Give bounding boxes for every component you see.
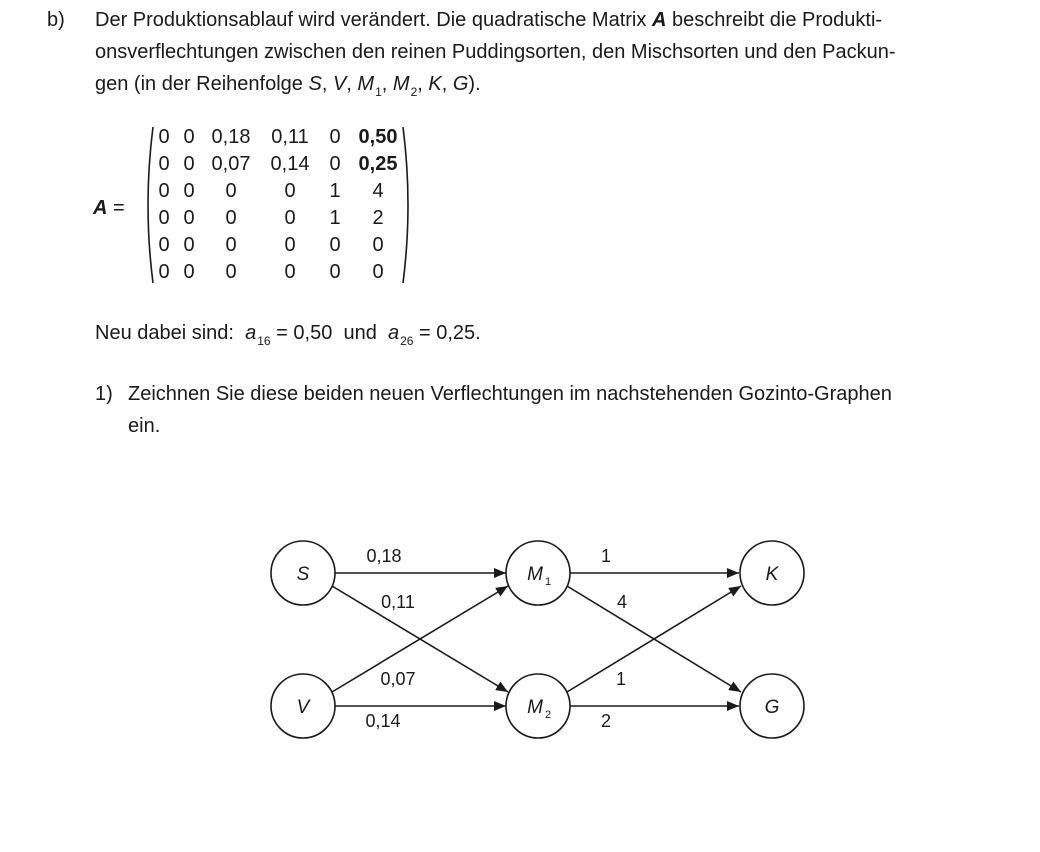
matrix-cell: 0 <box>225 261 237 283</box>
matrix-cell: 0 <box>284 207 296 229</box>
edge-label-v-m1: 0,07 <box>380 669 416 689</box>
a16-value: = 0,50 <box>276 322 333 344</box>
matrix-cell: 0 <box>329 153 341 175</box>
node-v <box>271 674 335 738</box>
matrix-cell: 0 <box>183 153 195 175</box>
und-text: und <box>343 322 377 344</box>
matrix-cell: 0 <box>183 261 195 283</box>
matrix-cell: 0 <box>158 126 170 148</box>
order-sub: 2 <box>410 85 418 99</box>
part-label: b) <box>47 9 65 31</box>
edge-label-s-m1: 0,18 <box>366 546 402 566</box>
edge-label-m2-g: 2 <box>600 711 612 731</box>
intro-line-3: gen (in der Reihenfolge S, V, $M_1$, $M_2$, K, G). <box>95 73 481 99</box>
matrix-cell: 0,11 <box>271 126 309 148</box>
matrix-cell: 2 <box>372 207 384 229</box>
matrix-cell: 0 <box>284 261 296 283</box>
matrix-cell: 1 <box>329 180 341 202</box>
matrix-cell: 0 <box>284 180 296 202</box>
matrix-cell: 0 <box>329 126 341 148</box>
order-item: G <box>452 73 469 95</box>
matrix-cell: 0 <box>225 234 237 256</box>
node-m2 <box>506 674 570 738</box>
edge-label-m1-g: 4 <box>616 592 628 612</box>
a26-value: = 0,25. <box>419 322 481 344</box>
matrix-cell: 0,18 <box>211 126 251 148</box>
a16-symbol: a <box>245 322 257 344</box>
order-item: V <box>332 73 347 95</box>
a26-symbol: a <box>387 322 400 344</box>
equals-sign: = <box>113 197 125 219</box>
node-m1-label: M <box>527 564 543 585</box>
matrix-cell: 0 <box>329 234 341 256</box>
node-k <box>740 541 804 605</box>
matrix-cell: 0 <box>329 261 341 283</box>
matrix-cell: 0 <box>183 234 195 256</box>
matrix-cell: 0 <box>158 207 170 229</box>
edge-label-s-m2: 0,11 <box>381 592 415 612</box>
matrix-cell: 0,07 <box>211 153 251 175</box>
order-item: M <box>357 73 375 95</box>
new-entries-prefix: Neu dabei sind: <box>95 322 234 344</box>
matrix-cell: 0 <box>158 153 170 175</box>
node-m1 <box>506 541 570 605</box>
order-item: S <box>308 73 322 95</box>
matrix-cell: 0,25 <box>358 153 398 175</box>
node-g <box>740 674 804 738</box>
a26-sub: 26 <box>400 334 414 348</box>
node-m2-sub: 2 <box>545 709 552 721</box>
matrix-cell: 4 <box>372 180 384 202</box>
matrix-cell: 0,50 <box>358 126 398 148</box>
intro-text: beschreibt die Produkti- <box>666 9 883 31</box>
node-m1-sub: 1 <box>545 576 552 588</box>
matrix-cell: 0 <box>158 180 170 202</box>
a16-sub: 16 <box>257 334 271 348</box>
matrix-cell: 0 <box>225 207 237 229</box>
edge-label-m2-k: 1 <box>615 669 627 689</box>
matrix-symbol: A <box>651 9 667 31</box>
matrix-name: A <box>93 197 108 219</box>
matrix-cell: 0 <box>158 261 170 283</box>
matrix-cell: 0 <box>183 180 195 202</box>
node-k-label: K <box>765 564 779 585</box>
intro-text: ). <box>468 73 481 95</box>
order-item: M <box>392 73 410 95</box>
intro-line-2: onsverflechtungen zwischen den reinen Puddingsorten, den Mischsorten und den Packun- <box>95 41 896 63</box>
order-item: K <box>428 73 442 95</box>
matrix-cell: 1 <box>329 207 341 229</box>
intro-text: Der Produktionsablauf wird verändert. Die quadratische Matrix <box>95 9 652 31</box>
matrix-cell: 0 <box>372 261 384 283</box>
node-s <box>271 541 335 605</box>
task-number: 1) <box>95 383 113 405</box>
matrix-cell: 0 <box>372 234 384 256</box>
edge-label-v-m2: 0,14 <box>365 711 401 731</box>
matrix-cell: 0 <box>158 234 170 256</box>
order-sub: 1 <box>375 85 382 99</box>
node-s-label: S <box>296 564 310 585</box>
matrix-cell: 0 <box>225 180 237 202</box>
intro-text: gen (in der Reihenfolge <box>95 73 309 95</box>
node-v-label: V <box>296 697 310 718</box>
matrix-cell: 0 <box>183 126 195 148</box>
matrix-cell: 0,14 <box>270 153 310 175</box>
task-line-1: Zeichnen Sie diese beiden neuen Verflechtungen im nachstehenden Gozinto-Graphen <box>128 383 892 405</box>
edge-label-m1-k: 1 <box>600 546 612 566</box>
node-g-label: G <box>764 697 780 718</box>
task-line-2: ein. <box>128 415 161 437</box>
matrix-cell: 0 <box>284 234 296 256</box>
matrix-cell: 0 <box>183 207 195 229</box>
node-m2-label: M <box>527 697 543 718</box>
